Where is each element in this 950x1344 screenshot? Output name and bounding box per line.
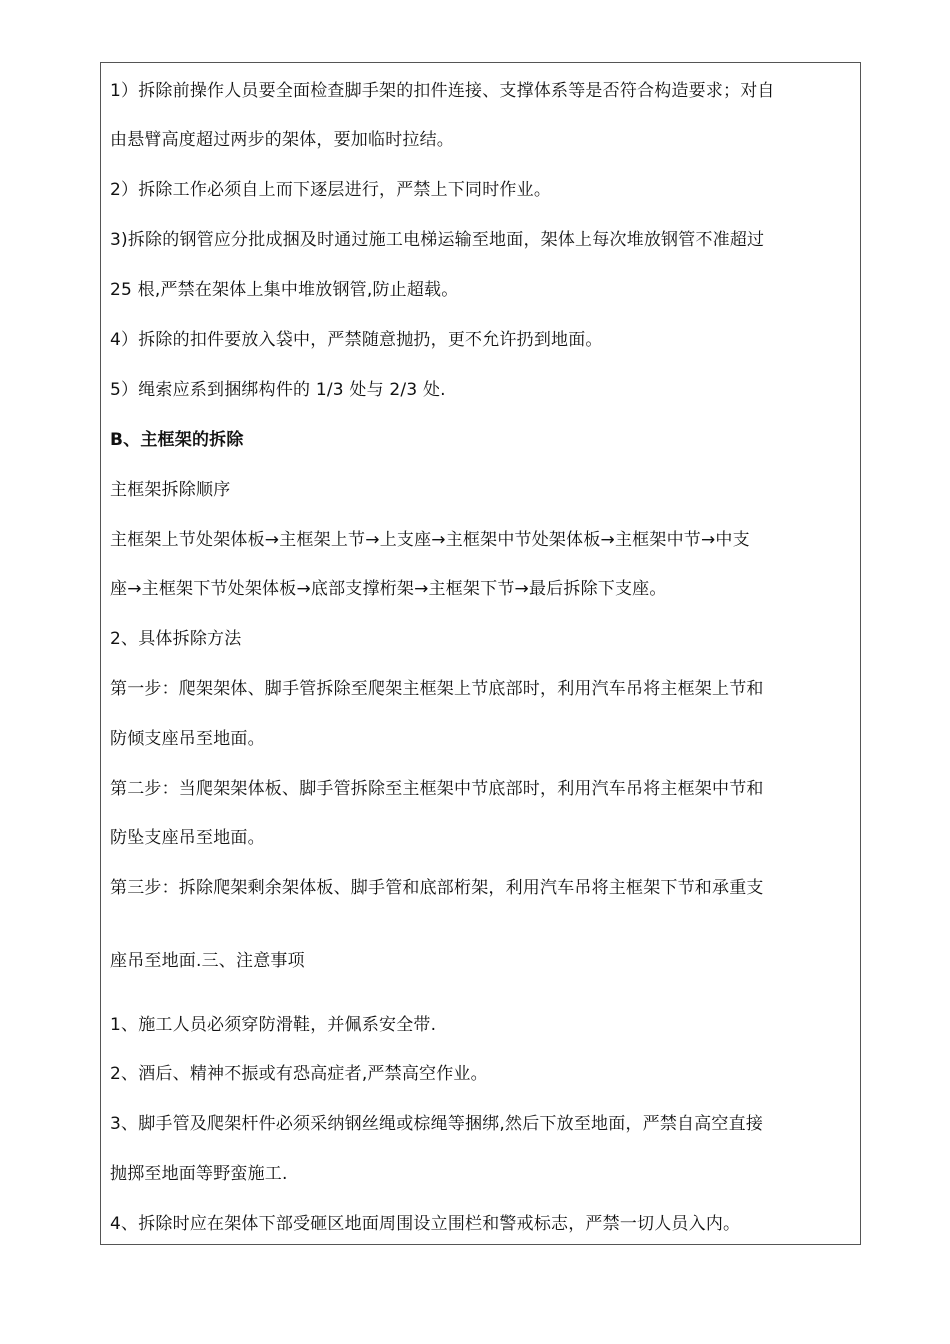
text-line-11: 座→主框架下节处架体板→底部支撑桁架→主框架下节→最后拆除下支座。	[110, 579, 667, 599]
text-line-19: 1、施工人员必须穿防滑鞋，并佩系安全带.	[110, 1015, 437, 1035]
text-line-20: 2、酒后、精神不振或有恐高症者,严禁高空作业。	[110, 1064, 488, 1084]
text-line-18: 座吊至地面.三、注意事项	[110, 951, 305, 971]
text-line-1: 1）拆除前操作人员要全面检查脚手架的扣件连接、支撑体系等是否符合构造要求；对自	[110, 81, 775, 101]
text-line-9: 主框架拆除顺序	[110, 480, 231, 500]
document-content-box	[100, 62, 861, 1245]
text-line-6: 4）拆除的扣件要放入袋中，严禁随意抛扔，更不允许扔到地面。	[110, 330, 603, 350]
text-line-14: 防倾支座吊至地面。	[110, 729, 265, 749]
text-line-7: 5）绳索应系到捆绑构件的 1/3 处与 2/3 处.	[110, 380, 446, 400]
text-line-16: 防坠支座吊至地面。	[110, 828, 265, 848]
text-line-23: 4、拆除时应在架体下部受砸区地面周围设立围栏和警戒标志，严禁一切人员入内。	[110, 1214, 741, 1234]
text-line-12: 2、具体拆除方法	[110, 629, 242, 649]
section-heading-b: B、主框架的拆除	[110, 430, 244, 450]
text-line-10: 主框架上节处架体板→主框架上节→上支座→主框架中节处架体板→主框架中节→中支	[110, 530, 750, 550]
text-line-2: 由悬臂高度超过两步的架体，要加临时拉结。	[110, 130, 454, 150]
text-line-4: 3)拆除的钢管应分批成捆及时通过施工电梯运输至地面，架体上每次堆放钢管不准超过	[110, 230, 765, 250]
text-line-13: 第一步：爬架架体、脚手管拆除至爬架主框架上节底部时，利用汽车吊将主框架上节和	[110, 679, 764, 699]
text-line-17: 第三步：拆除爬架剩余架体板、脚手管和底部桁架，利用汽车吊将主框架下节和承重支	[110, 878, 764, 898]
text-line-21: 3、脚手管及爬架杆件必须采纳钢丝绳或棕绳等捆绑,然后下放至地面，严禁自高空直接	[110, 1114, 764, 1134]
text-line-15: 第二步：当爬架架体板、脚手管拆除至主框架中节底部时，利用汽车吊将主框架中节和	[110, 779, 764, 799]
text-line-22: 抛掷至地面等野蛮施工.	[110, 1164, 288, 1184]
text-line-3: 2）拆除工作必须自上而下逐层进行，严禁上下同时作业。	[110, 180, 552, 200]
text-line-5: 25 根,严禁在架体上集中堆放钢管,防止超载。	[110, 280, 459, 300]
